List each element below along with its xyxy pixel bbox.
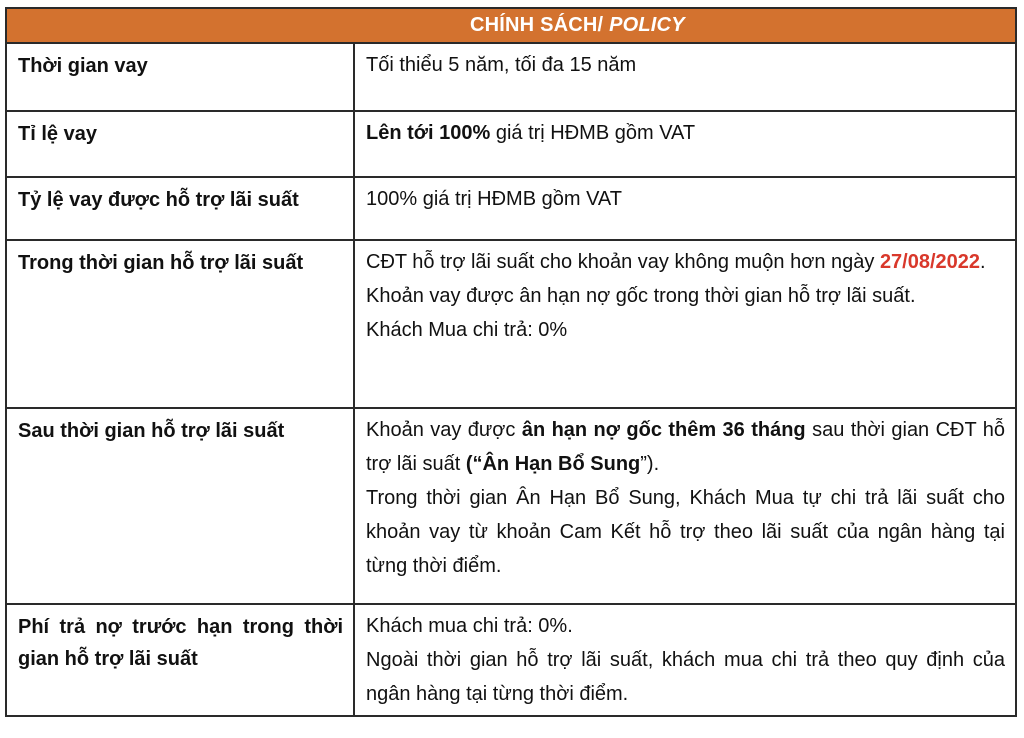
during-support-p1 <box>366 245 1005 279</box>
loan-ratio-text: giá trị HĐMB gồm VAT <box>490 122 696 144</box>
after-support-text-c: ”). <box>640 453 660 475</box>
after-support-p2: Trong thời gian Ân Hạn Bổ Sung, Khách Mua tự chi trả lãi suất cho khoản vay từ khoản Cam Kết hỗ trợ theo lãi suất của ngân hàng tại từng thời điểm. <box>366 487 1005 577</box>
policy-table <box>5 7 1017 717</box>
row-label: Tỷ lệ vay được hỗ trợ lãi suất <box>6 177 354 240</box>
supported-ratio-value: 100% giá trị HĐMB gồm VAT <box>366 188 623 210</box>
prepayment-p2: Ngoài thời gian hỗ trợ lãi suất, khách mua chi trả theo quy định của ngân hàng tại từng thời điểm. <box>366 649 1005 705</box>
row-value <box>354 240 1016 408</box>
row-label: Phí trả nợ trước hạn trong thời gian hỗ trợ lãi suất <box>6 604 354 716</box>
loan-term-value: Tối thiểu 5 năm, tối đa 15 năm <box>366 54 637 76</box>
period: . <box>980 251 986 273</box>
table-row-loan-term <box>6 43 1016 111</box>
prepayment-p1: Khách mua chi trả: 0%. <box>366 615 573 637</box>
row-label: Trong thời gian hỗ trợ lãi suất <box>6 240 354 408</box>
after-support-p1 <box>366 413 1005 481</box>
header-title <box>7 9 1015 37</box>
row-value <box>354 604 1016 716</box>
row-label: Tỉ lệ vay <box>6 111 354 177</box>
during-support-text: CĐT hỗ trợ lãi suất cho khoản vay không muộn hơn ngày <box>366 251 880 273</box>
deadline-date: 27/08/2022 <box>879 251 981 273</box>
table-row-prepayment-fee <box>6 604 1016 716</box>
row-label: Sau thời gian hỗ trợ lãi suất <box>6 408 354 604</box>
header-title-main: CHÍNH SÁCH/ <box>470 14 610 36</box>
after-support-text-b: sau thời gian CĐT hỗ trợ lãi suất <box>366 419 1005 475</box>
additional-grace-bold: (“Ân Hạn Bổ Sung <box>465 453 641 475</box>
table-header-row <box>6 8 1016 43</box>
row-value <box>354 43 1016 111</box>
row-value <box>354 408 1016 604</box>
table-row-during-support <box>6 240 1016 408</box>
row-value <box>354 111 1016 177</box>
loan-ratio-bold: Lên tới 100% <box>366 122 491 144</box>
table-row-after-support <box>6 408 1016 604</box>
grace-period-bold: ân hạn nợ gốc thêm 36 tháng <box>521 419 806 441</box>
during-support-p2: Khoản vay được ân hạn nợ gốc trong thời gian hỗ trợ lãi suất. <box>366 285 916 307</box>
policy-header <box>6 8 1016 43</box>
during-support-p3: Khách Mua chi trả: 0% <box>366 319 568 341</box>
row-value <box>354 177 1016 240</box>
header-title-italic: POLICY <box>609 14 685 36</box>
after-support-text-a: Khoản vay được <box>366 419 522 441</box>
table-row-supported-ratio <box>6 177 1016 240</box>
row-label: Thời gian vay <box>6 43 354 111</box>
table-row-loan-ratio <box>6 111 1016 177</box>
loan-ratio-value <box>366 116 1005 150</box>
